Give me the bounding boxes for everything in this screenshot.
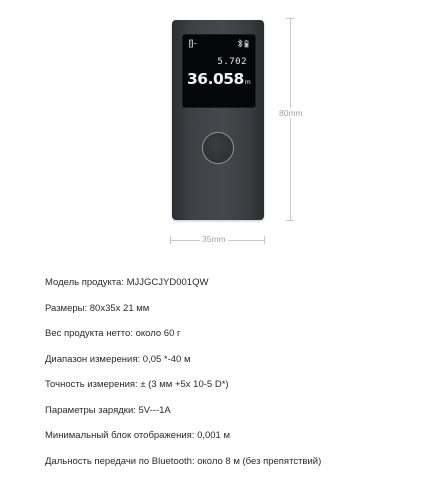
spec-weight: Вес продукта нетто: около 60 г [45,328,181,339]
spec-display-unit: Минимальный блок отображения: 0,001 м [45,430,231,441]
height-dimension-cap-bottom [286,220,294,221]
bluetooth-icon [237,35,251,53]
main-reading [187,70,250,88]
spec-bluetooth-range: Дальность передачи по Bluetooth: около 8 м (без препятствий) [45,455,322,467]
laser-rangefinder-icon [189,35,197,53]
spec-accuracy: Точность измерения: ± (3 мм +5x 10-5 D*) [45,379,229,390]
main-reading-unit: m [244,79,251,86]
height-dimension-line [290,18,291,220]
specs-list [45,276,321,480]
spec-charging: Параметры зарядки: 5V---1A [45,404,171,416]
width-dimension-cap-right [264,236,265,244]
spec-model: Модель продукта: MJJGCJYD001QW [45,277,209,288]
height-dimension-cap-top [286,18,294,19]
round-button-icon [202,132,234,164]
width-dimension-label: 35mm [202,234,226,244]
height-dimension-label: 80mm [279,108,303,118]
laser-rangefinder-device [172,20,264,220]
spec-dimensions: Размеры: 80x35x 21 мм [45,302,150,314]
device-screen [182,34,256,108]
main-reading-value: 36.058 [187,70,244,88]
spec-range: Диапазон измерения: 0,05 *-40 м [45,353,191,365]
width-dimension-cap-left [170,236,171,244]
secondary-reading: 5.702 [217,57,247,67]
